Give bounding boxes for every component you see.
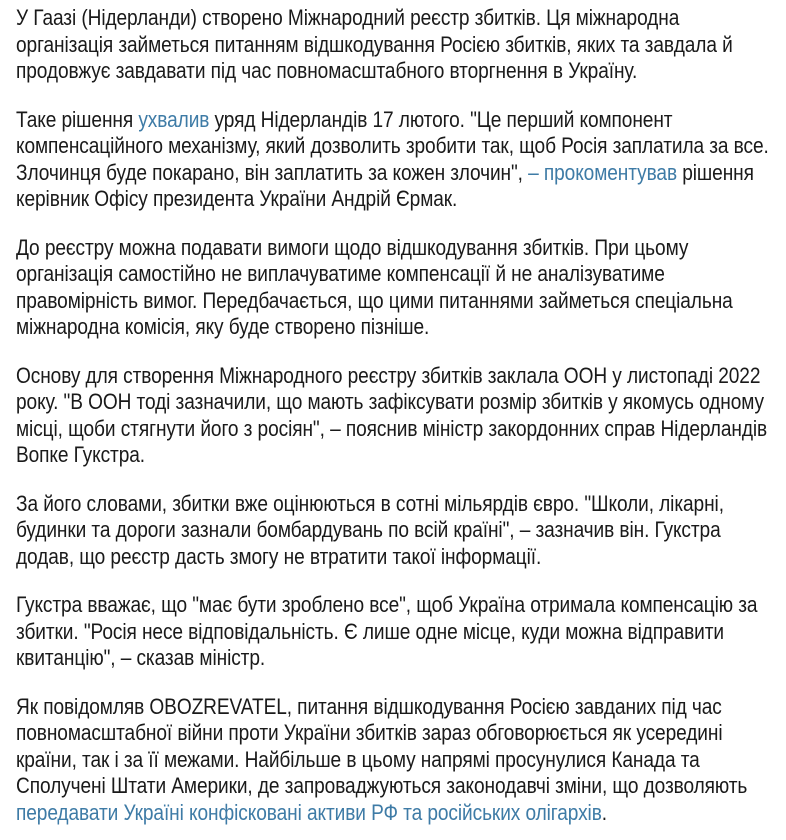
inline-link[interactable]: ухвалив [138, 106, 210, 132]
paragraph [16, 694, 769, 827]
text-segment: За його словами, збитки вже оцінюються в сотні мільярдів євро. "Школи, лікарні, будинки та дороги зазнали бомбардувань по всій країні", – зазначив він. Гукстра додав, що реєстр дасть змогу не втратити такої інформації. [16, 490, 724, 569]
article-body [16, 5, 769, 826]
inline-link[interactable]: – прокоментував [528, 159, 678, 185]
text-segment: У Гаазі (Нідерланди) створено Міжнародний реєстр збитків. Ця міжнародна організація займеться питанням відшкодування Росією збитків, яких та завдала й продовжує завдавати під час повномасштабного вторгнення в Україну. [16, 5, 733, 83]
paragraph [16, 363, 769, 469]
paragraph [16, 5, 769, 85]
paragraph [16, 592, 769, 672]
paragraph [16, 235, 769, 341]
text-segment: уряд Нідерландів 17 лютого. "Це перший компонент компенсаційного механізму, який дозволить зробити так, щоб Росія заплатила за все. Злочинця буде покарано, він заплатить за кожен злочин", [16, 106, 769, 185]
text-segment: рішення керівник Офісу президента України Андрій Єрмак. [16, 159, 754, 211]
paragraph [16, 107, 769, 213]
text-segment: Як повідомляв OBOZREVATEL, питання відшкодування Росією завданих під час повномасштабної війни проти України збитків зараз обговорюється як усередині країни, так і за її межами. Найбільше в цьому напрямі просунулися Канада та Сполучені Штати Америки, де запроваджуються законодавчі зміни, що дозволяють [16, 693, 748, 798]
text-segment: До реєстру можна подавати вимоги щодо відшкодування збитків. При цьому організація самостійно не виплачуватиме компенсації й не аналізуватиме правомірність вимог. Передбачається, що цими питаннями займеться спеціальна міжнародна комісія, яку буде створено пізніше. [16, 234, 733, 339]
text-segment: Таке рішення [16, 106, 139, 132]
text-segment: Основу для створення Міжнародного реєстру збитків заклала ООН у листопаді 2022 року. "В ООН тоді зазначили, що мають зафіксувати розмір збитків у якомусь одному місці, щоби стягнути його з росіян", – пояснив міністр закордонних справ Нідерландів Вопке Гукстра. [16, 362, 768, 467]
inline-link[interactable]: передавати Україні конфісковані активи РФ та російських олігархів [16, 799, 602, 825]
text-segment: . [601, 799, 607, 825]
paragraph [16, 491, 769, 571]
text-segment: Гукстра вважає, що "має бути зроблено все", щоб Україна отримала компенсацію за збитки. "Росія несе відповідальність. Є лише одне місце, куди можна відправити квитанцію", – сказав міністр. [16, 592, 758, 670]
